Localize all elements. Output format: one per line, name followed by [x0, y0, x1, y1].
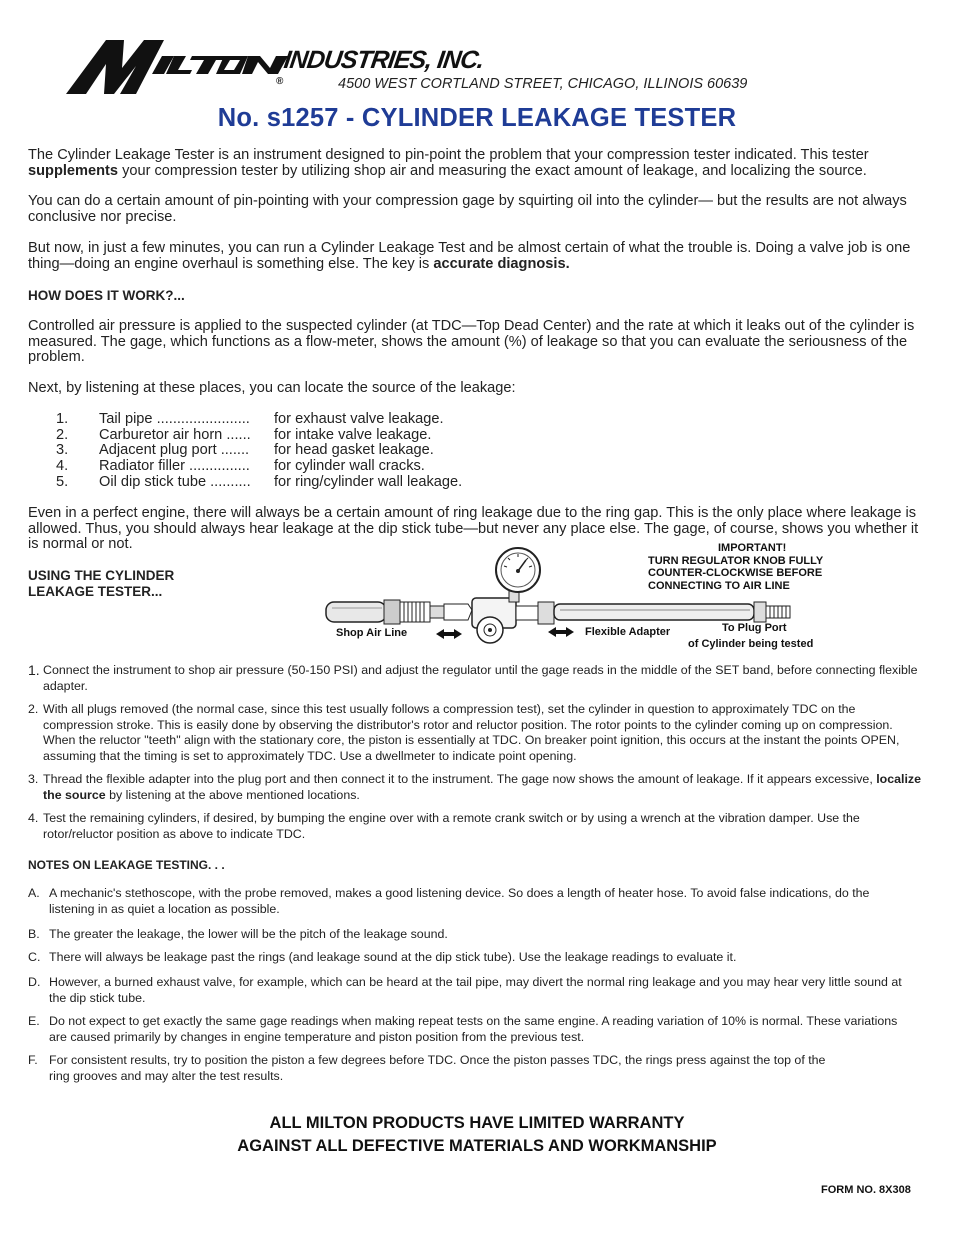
diagram-label-plug-port-1: To Plug Port: [722, 622, 787, 634]
how-paragraph-2: Next, by listening at these places, you can locate the source of the leakage:: [28, 380, 516, 396]
diagram-important-line-2: COUNTER-CLOCKWISE BEFORE: [648, 567, 823, 579]
registered-mark: ®: [276, 76, 284, 87]
warranty-line-2: AGAINST ALL DEFECTIVE MATERIALS AND WORKMANSHIP: [237, 1136, 717, 1155]
note-a: A. A mechanic's stethoscope, with the probe removed, makes a good listening device. So does a length of heater hose. To avoid false indications, do the listening in as quiet a location as possible.: [28, 886, 870, 916]
company-address: 4500 WEST CORTLAND STREET, CHICAGO, ILLINOIS 60639: [338, 76, 748, 92]
diagram-important-line-1: TURN REGULATOR KNOB FULLY: [648, 555, 824, 567]
form-number: FORM NO. 8X308: [821, 1184, 911, 1196]
how-heading: HOW DOES IT WORK?...: [28, 288, 185, 303]
step-2: 2. With all plugs removed (the normal case, since this test usually follows a compression test), set the cylinder in question to approximately TDC on the compression stroke. This is easily done by observing the distributor's rotor and reluctor position. The rotor points to the cylinder coming up on compression. When the reluctor "teeth" align with the stationary core, the piston is essentially at TDC. On breaker point ignition, this occurs at the instant the points OPEN, assuming that the timing is set to approximately TDC. Use a dwellmeter to indicate point opening.: [28, 702, 900, 763]
step-1: 1. Connect the instrument to shop air pressure (50-150 PSI) and adjust the regulator until the gage reads in the middle of the SET band, before connecting flexible adapter.: [28, 662, 918, 693]
diagram-label-flexible-adapter: Flexible Adapter: [585, 626, 671, 638]
how-paragraph-1: Controlled air pressure is applied to the suspected cylinder (at TDC—Top Dead Center) and the rate at which it leaks out of the cylinder is measured. The gage, which functions as a flow-meter, shows the amount (%) of leakage so that you can evaluate the seriousness of the problem.: [28, 318, 915, 366]
warranty-line-1: ALL MILTON PRODUCTS HAVE LIMITED WARRANTY: [269, 1114, 685, 1132]
milton-logo: [66, 38, 288, 96]
step-3: 3. Thread the flexible adapter into the plug port and then connect it to the instrument. The gage now shows the amount of leakage. If it appears excessive, localize the source by listening at the above mentioned locations.: [28, 772, 921, 802]
diagram-label-shop-air: Shop Air Line: [336, 627, 408, 639]
notes-heading: NOTES ON LEAKAGE TESTING. . .: [28, 858, 225, 872]
note-b: B. The greater the leakage, the lower will be the pitch of the leakage sound.: [28, 927, 448, 941]
note-c: C. There will always be leakage past the rings (and leakage sound at the dip stick tube). Use the leakage readings to evaluate it.: [28, 950, 737, 964]
ring-leakage-paragraph: Even in a perfect engine, there will always be a certain amount of ring leakage due to the ring gap. This is the only place where leakage is allowed. Thus, you should always hear leakage at the dip stick tube—but never any place else. The gage, of course, shows you whether it is normal or not.: [28, 505, 919, 553]
step-4: 4. Test the remaining cylinders, if desired, by bumping the engine over with a remote crank switch or by using a wrench at the vibration damper. Use the rotor/reluctor position as above to indicate TDC.: [28, 811, 860, 841]
note-d: D. However, a burned exhaust valve, for example, which can be heard at the tail pipe, may divert the normal ring leakage and you may hear very little sound at the dip stick tube.: [28, 975, 902, 1005]
diagram-important-line-3: CONNECTING TO AIR LINE: [648, 580, 790, 592]
note-f: F. For consistent results, try to position the piston a few degrees before TDC. Once the piston passes TDC, the rings press against the top of the ring grooves and may alter the test results.: [28, 1053, 826, 1083]
diagram-label-plug-port-2: of Cylinder being tested: [688, 638, 814, 650]
intro-paragraph-2: You can do a certain amount of pin-pointing with your compression gage by squirting oil into the cylinder— but the results are not always conclusive nor precise.: [28, 193, 907, 225]
using-heading-line-1: USING THE CYLINDER: [28, 568, 175, 583]
intro-paragraph-3: But now, in just a few minutes, you can run a Cylinder Leakage Test and be almost certain of what the trouble is. Doing a valve job is one thing—doing an engine overhaul is something else. The key is accurate diagnosis.: [28, 240, 911, 272]
page-title: No. s1257 - CYLINDER LEAKAGE TESTER: [217, 104, 737, 132]
diagram-important-heading: IMPORTANT!: [718, 542, 787, 554]
note-e: E. Do not expect to get exactly the same gage readings when making repeat tests on the same engine. A reading variation of 10% is normal. These variations are caused primarily by changes in engine temperature and piston position from the previous test.: [28, 1014, 898, 1044]
using-heading-line-2: LEAKAGE TESTER...: [28, 584, 163, 599]
warranty-statement: [0, 1112, 954, 1157]
company-name: INDUSTRIES, INC.: [282, 46, 486, 74]
intro-paragraph-1: The Cylinder Leakage Tester is an instrument designed to pin-point the problem that your compression tester indicated. This tester supplements your compression tester by utilizing shop air and measuring the exact amount of leakage, and localizing the source.: [28, 147, 869, 179]
